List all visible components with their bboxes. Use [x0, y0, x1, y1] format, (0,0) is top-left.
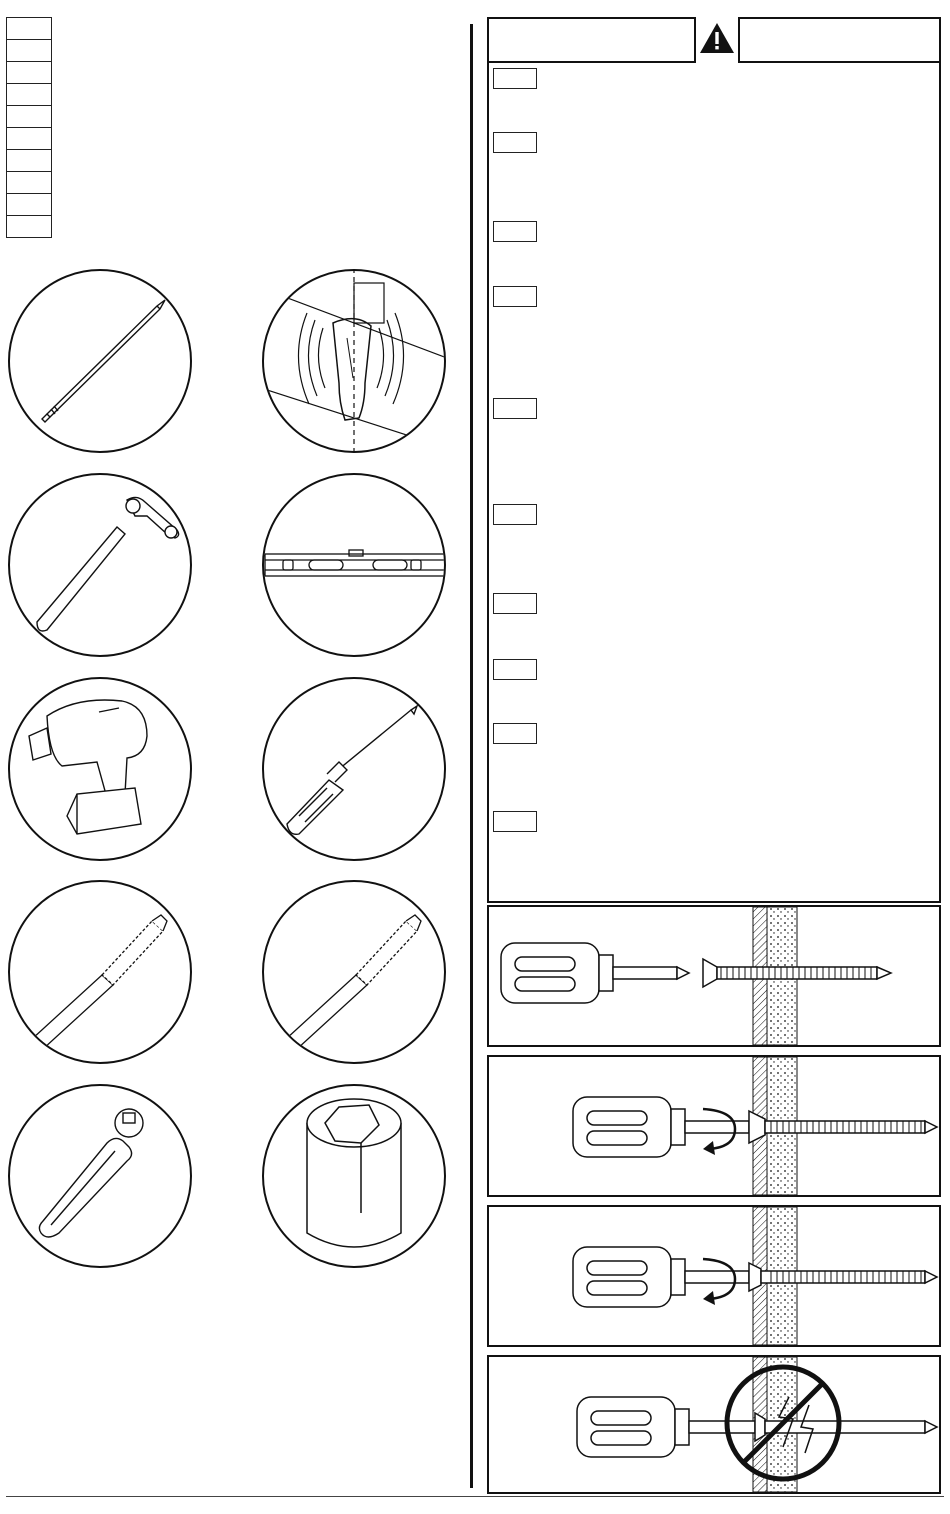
warning-item-box [493, 221, 537, 242]
language-box [6, 62, 52, 84]
screwdriver-icon [261, 676, 447, 862]
pencil-icon [7, 268, 193, 454]
language-box-stack [6, 17, 52, 238]
warning-item-box [493, 659, 537, 680]
language-box [6, 216, 52, 238]
language-box [6, 40, 52, 62]
ratchet-wrench-icon [7, 1083, 193, 1269]
language-box [6, 194, 52, 216]
warning-item-box [493, 286, 537, 307]
warning-item-box [493, 132, 537, 153]
language-box [6, 17, 52, 40]
warning-item-box [493, 398, 537, 419]
drill-bit-icon [7, 879, 193, 1065]
socket-icon [261, 1083, 447, 1269]
screwdriver-screw-diagram [487, 905, 941, 1047]
language-box [6, 84, 52, 106]
overtighten-prohibited-diagram [487, 1355, 941, 1494]
drill-icon [7, 676, 193, 862]
footer-rule [6, 1496, 944, 1497]
warning-item-box [493, 593, 537, 614]
warning-triangle-icon [696, 17, 738, 59]
hammer-icon [7, 472, 193, 658]
warning-item-box [493, 504, 537, 525]
stud-finder-icon [261, 268, 447, 454]
tighten-screw-diagram [487, 1205, 941, 1347]
warning-item-box [493, 811, 537, 832]
warning-panel [487, 17, 941, 903]
language-box [6, 106, 52, 128]
warning-item-box [493, 68, 537, 89]
warning-item-box [493, 723, 537, 744]
warning-icon-cell [694, 17, 740, 63]
tighten-screw-diagram [487, 1055, 941, 1197]
level-icon [261, 472, 447, 658]
column-divider [470, 24, 473, 1488]
language-box [6, 172, 52, 194]
language-box [6, 150, 52, 172]
language-box [6, 128, 52, 150]
drill-bit-icon [261, 879, 447, 1065]
